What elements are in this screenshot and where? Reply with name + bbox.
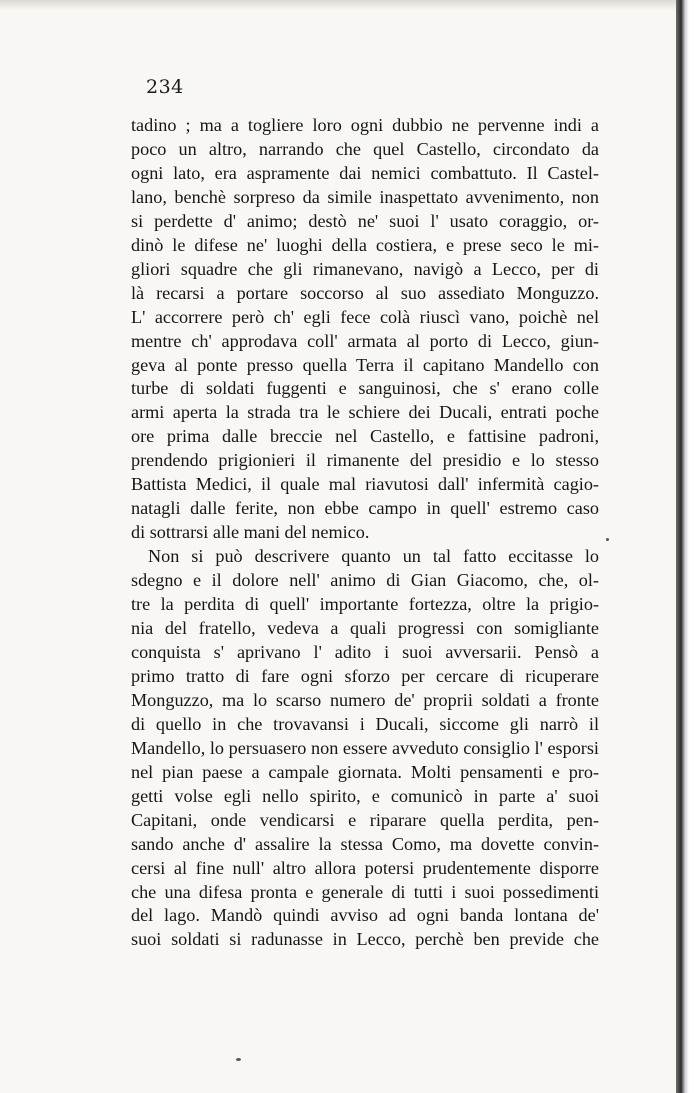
page-edge-shadow — [676, 0, 700, 1093]
text-line: ore prima dalle breccie nel Castello, e fattisine padroni, — [131, 426, 599, 447]
text-line: sdegno e il dolore nell' animo di Gian Giacomo, che, ol- — [131, 570, 599, 591]
text-line: gliori squadre che gli rimanevano, navigò a Lecco, per di — [131, 258, 599, 279]
text-line: Battista Medici, il quale mal riavutosi dall' infermità cagio- — [131, 474, 599, 495]
text-line: nel pian paese a campale giornata. Molti pensamenti e pro- — [131, 761, 599, 782]
paragraph — [131, 545, 599, 952]
text-line: Non si può descrivere quanto un tal fatto eccitasse lo — [148, 546, 599, 567]
text-line: che una difesa pronta e generale di tutti i suoi possedimenti — [131, 881, 599, 902]
text-line: tadino ; ma a togliere loro ogni dubbio ne pervenne indi a — [131, 115, 599, 135]
text-line: L' accorrere però ch' egli fece colà riuscì vano, poichè nel — [131, 306, 599, 327]
page-number: 234 — [146, 76, 184, 98]
text-line: primo tratto di fare ogni sforzo per cercare di ricuperare — [131, 665, 599, 686]
text-line: del lago. Mandò quindi avviso ad ogni banda lontana de' — [131, 905, 599, 926]
text-line: conquista s' aprivano l' adito i suoi avversarii. Pensò a — [131, 641, 599, 662]
text-line: tre la perdita di quell' importante fortezza, oltre la prigio- — [131, 594, 599, 615]
text-line: poco un altro, narrando che quel Castello, circondato da — [131, 138, 599, 159]
text-line: ogni lato, era aspramente dai nemici combattuto. Il Castel- — [131, 162, 599, 183]
text-line: là recarsi a portare soccorso al suo assediato Monguzzo. — [131, 282, 599, 303]
text-line: prendendo prigionieri il rimanente del presidio e lo stesso — [131, 450, 599, 471]
text-line: nia del fratello, vedeva a quali progressi con somigliante — [131, 618, 599, 639]
text-line: sando anche d' assalire la stessa Como, ma dovette convin- — [131, 833, 599, 854]
page-top-stain — [0, 0, 676, 10]
text-line: mentre ch' approdava coll' armata al porto di Lecco, giun- — [131, 330, 599, 351]
text-line: lano, benchè sorpreso da simile inaspettato avvenimento, non — [131, 186, 599, 207]
text-line: turbe di soldati fuggenti e sanguinosi, che s' erano colle — [131, 378, 599, 399]
ink-speck — [236, 1058, 241, 1061]
text-line: di quello in che trovavansi i Ducali, siccome gli narrò il — [131, 713, 599, 734]
text-line: natagli dalle ferite, non ebbe campo in quell' estremo caso — [131, 498, 599, 519]
text-line: armi aperta la strada tra le schiere dei Ducali, entrati poche — [131, 402, 599, 423]
text-line: suoi soldati si radunasse in Lecco, perchè ben previde che — [131, 929, 599, 950]
text-line: Mandello, lo persuasero non essere avveduto consiglio l' esporsi — [131, 737, 599, 758]
text-line: si perdette d' animo; destò ne' suoi l' usato coraggio, or- — [131, 210, 599, 231]
text-line: di sottrarsi alle mani del nemico. — [131, 522, 370, 543]
ink-speck — [606, 538, 609, 541]
text-line: getti volse egli nello spirito, e comunicò in parte a' suoi — [131, 785, 599, 806]
body-text — [131, 114, 599, 952]
text-line: geva al ponte presso quella Terra il capitano Mandello con — [131, 354, 599, 375]
text-line: Monguzzo, ma lo scarso numero de' proprii soldati a fronte — [131, 689, 599, 710]
text-line: cersi al fine null' altro allora potersi prudentemente disporre — [131, 857, 599, 878]
text-line: dinò le difese ne' luoghi della costiera, e prese seco le mi- — [131, 234, 599, 255]
text-line: Capitani, onde vendicarsi e riparare quella perdita, pen- — [131, 809, 599, 830]
paragraph — [131, 114, 599, 545]
